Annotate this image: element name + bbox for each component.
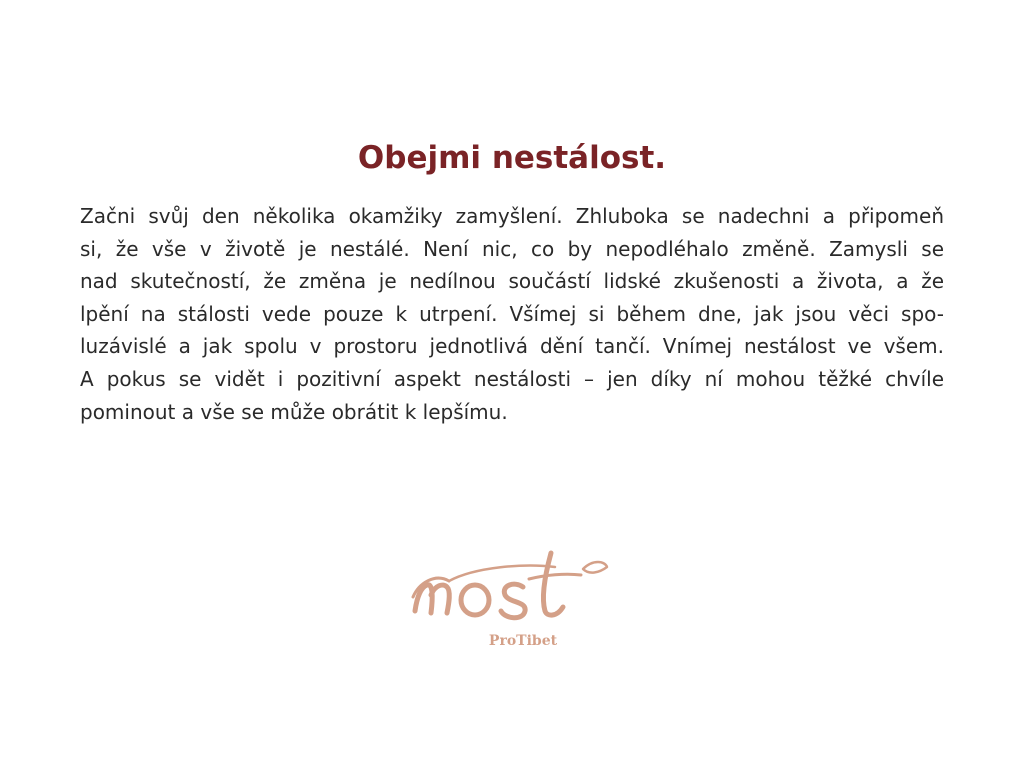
most-protibet-logo <box>405 545 615 650</box>
paragraph-line: lpění na stálosti vede pouze k utrpení. Všímej si během dne, jak jsou věci spo- <box>80 301 944 326</box>
paragraph-line: luzávislé a jak spolu v prostoru jednotlivá dění tančí. Vnímej nestálost ve všem. <box>80 334 944 359</box>
paragraph-line: pominout a vše se může obrátit k lepšímu. <box>80 399 508 424</box>
logo-tagline: ProTibet <box>488 633 558 649</box>
body-paragraph <box>80 200 944 428</box>
paragraph-line: A pokus se vidět i pozitivní aspekt nestálosti – jen díky ní mohou těžké chvíle <box>80 366 944 391</box>
paragraph-line: si, že vše v životě je nestálé. Není nic, co by nepodléhalo změně. Zamysli se <box>80 236 944 261</box>
paragraph-line: nad skutečností, že změna je nedílnou součástí lidské zkušenosti a života, a že <box>80 269 944 294</box>
paragraph-line: Začni svůj den několika okamžiky zamyšlení. Zhluboka se nadechni a připomeň <box>80 204 944 228</box>
page-title: Obejmi nestálost. <box>357 140 667 176</box>
